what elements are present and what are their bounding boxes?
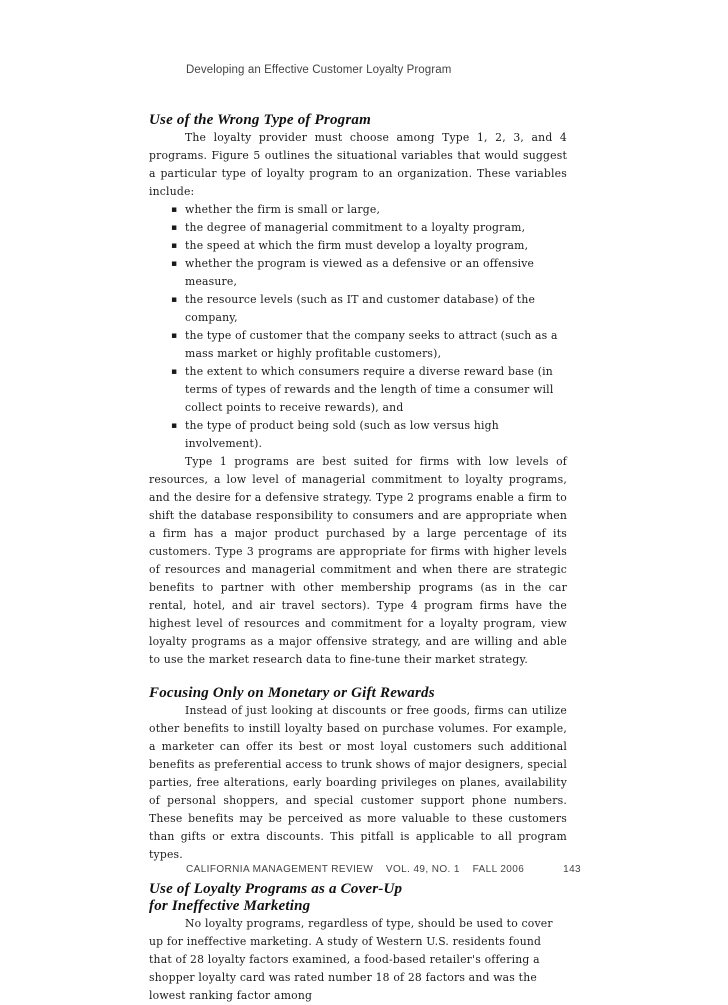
section-heading-wrong-type: Use of the Wrong Type of Program [149,112,371,128]
footer-separator [376,864,382,875]
page-number: 143 [563,864,581,875]
list-item: ▪ the speed at which the firm must develop a loyalty program, [149,237,567,255]
section-body-paragraph: No loyalty programs, regardless of type, should be used to cover up for ineffective marketing. A study of Western U.S. residents found that of 28 loyalty factors examined, a food-based retailer's offering a shopper loyalty card was rated number 18 of 28 factors and was the lowest ranking factor among [149,917,553,1002]
variables-list [149,201,567,453]
list-item: ▪ the type of product being sold (such as low versus high involvement). [171,419,499,450]
journal-name: CALIFORNIA MANAGEMENT REVIEW [186,864,374,875]
journal-volume: VOL. 49, NO. 1 [385,864,460,875]
bullet-icon: ▪ [171,223,178,233]
section-heading-cover-up: Use of Loyalty Programs as a Cover-Up for Ineffective Marketing [149,881,403,914]
page-footer [186,864,581,875]
footer-separator [463,864,469,875]
section-intro-paragraph: The loyalty provider must choose among Type 1, 2, 3, and 4 programs. Figure 5 outlines the situational variables that would suggest a particular type of loyalty program to an organization. These variables include: [149,131,567,198]
bullet-icon: ▪ [171,241,178,251]
list-item: ▪ the degree of managerial commitment to a loyalty program, [149,219,567,237]
list-item: ▪ the extent to which consumers require a diverse reward base (in terms of types of rewards and the length of time a consumer will collect points to receive rewards), and [171,365,554,414]
journal-date: FALL 2006 [472,864,525,875]
list-item: ▪ whether the program is viewed as a defensive or an offensive measure, [171,257,535,288]
bullet-icon: ▪ [171,421,178,431]
section-body-paragraph: Type 1 programs are best suited for firms with low levels of resources, a low level of managerial commitment to loyalty programs, and the desire for a defensive strategy. Type 2 programs enable a firm to shift the database responsibility to consumers and are appropriate when a firm has a major product purchased by a large percentage of its customers. Type 3 programs are appropriate for firms with higher levels of resources and managerial commitment and when there are strategic benefits to partner with other membership programs (as in the car rental, hotel, and air travel sectors). Type 4 program firms have the highest level of resources and commitment for a loyalty program, view loyalty programs as a major offensive strategy, and are willing and able to use the market research data to fine-tune their market strategy. [149,455,567,666]
bullet-icon: ▪ [171,367,178,377]
bullet-icon: ▪ [171,331,178,341]
list-item: ▪ the type of customer that the company seeks to attract (such as a mass market or highly profitable customers), [171,329,558,360]
bullet-icon: ▪ [171,259,178,269]
section-body-paragraph: Instead of just looking at discounts or free goods, firms can utilize other benefits to instill loyalty based on purchase volumes. For example, a marketer can offer its best or most loyal customers such additional benefits as preferential access to trunk shows of major designers, special parties, free alterations, early boarding privileges on planes, availability of personal shoppers, and special customer support phone numbers. These benefits may be perceived as more valuable to these customers than gifts or extra discounts. This pitfall is applicable to all program types. [149,704,567,861]
bullet-icon: ▪ [171,295,178,305]
list-item: ▪ the resource levels (such as IT and customer database) of the company, [171,293,536,324]
list-item: ▪ whether the firm is small or large, [149,201,567,219]
section-heading-monetary-rewards: Focusing Only on Monetary or Gift Rewards [149,685,435,701]
bullet-icon: ▪ [171,205,178,215]
running-head: Developing an Effective Customer Loyalty Program [186,64,452,76]
